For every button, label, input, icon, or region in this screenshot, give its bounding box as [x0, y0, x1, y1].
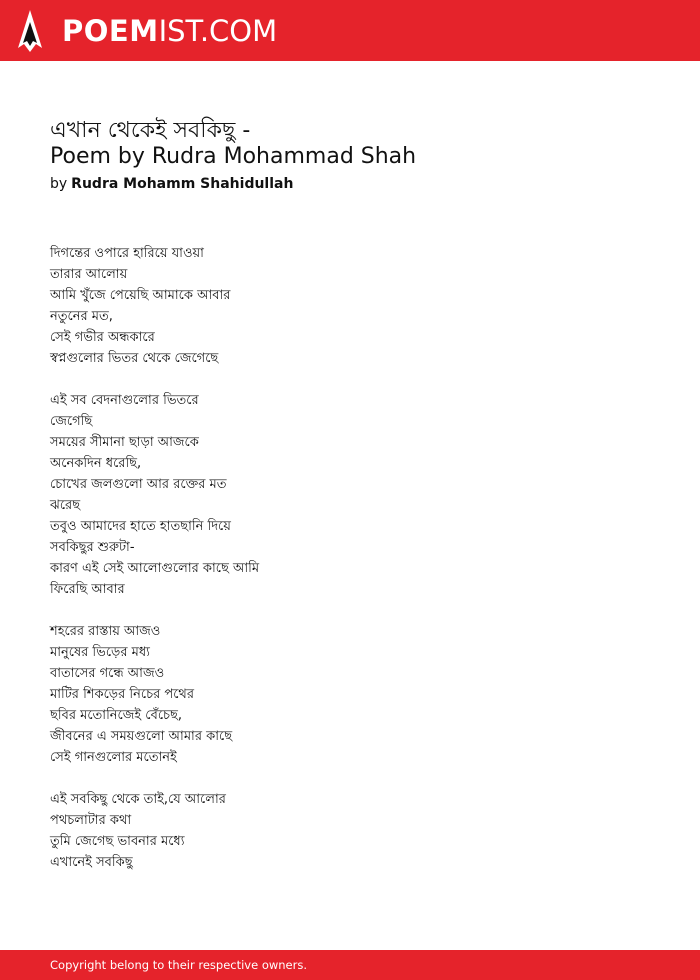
- poem-line: শহরের রাস্তায় আজও: [50, 624, 161, 639]
- poem-line: ঝরেছ: [50, 498, 81, 513]
- poem-line: তারার আলোয়: [50, 267, 128, 282]
- poem-line: ফিরেছি আবার: [50, 582, 125, 597]
- poem-line: স্বপ্নগুলোর ভিতর থেকে জেগেছে: [50, 351, 219, 366]
- poem-stanza: [50, 621, 650, 768]
- poem-line: এই সবকিছু থেকে তাই,যে আলোর: [50, 792, 226, 807]
- poem-line: পথচলাটার কথা: [50, 813, 132, 828]
- poem-body: [50, 243, 650, 873]
- poem-title: [50, 118, 650, 170]
- poem-title-line-2: Poem by Rudra Mohammad Shah: [50, 144, 417, 169]
- author-name: Rudra Mohamm Shahidullah: [71, 176, 294, 192]
- poem-line: আমি খুঁজে পেয়েছি আমাকে আবার: [50, 288, 231, 303]
- byline-prefix: by: [50, 176, 68, 192]
- poem-line: নতুনের মত,: [50, 309, 113, 324]
- poem-line: তুমি জেগেছ ভাবনার মধ্যে: [50, 834, 185, 849]
- pencil-logo-icon[interactable]: [18, 10, 42, 52]
- site-footer: [0, 950, 700, 980]
- poem-line: সেই গভীর অন্ধকারে: [50, 330, 155, 345]
- poem-line: সময়ের সীমানা ছাড়া আজকে: [50, 435, 199, 450]
- poem-line: সেই গানগুলোর মতোনই: [50, 750, 177, 765]
- poem-line: বাতাসের গন্ধে আজও: [50, 666, 165, 681]
- poem-line: জেগেছি: [50, 414, 93, 429]
- poem-line: এখানেই সবকিছু: [50, 855, 133, 870]
- poem-line: কারণ এই সেই আলোগুলোর কাছে আমি: [50, 561, 260, 576]
- poem-line: সবকিছুর শুরুটা-: [50, 540, 135, 555]
- logo-light-text: IST.COM: [158, 14, 278, 48]
- poem-line: মাটির শিকড়ের নিচের পথের: [50, 687, 194, 702]
- site-header: [0, 0, 700, 61]
- poem-line: চোখের জলগুলো আর রক্তের মত: [50, 477, 227, 492]
- poem-line: তবুও আমাদের হাতে হাতছানি দিয়ে: [50, 519, 231, 534]
- poem-line: এই সব বেদনাগুলোর ভিতরে: [50, 393, 199, 408]
- author-byline: [50, 174, 293, 194]
- poem-line: দিগন্তের ওপারে হারিয়ে যাওয়া: [50, 246, 204, 261]
- poem-stanza: [50, 390, 650, 600]
- poem-line: মানুষের ভিড়ের মধ্য: [50, 645, 150, 660]
- site-logo[interactable]: [62, 11, 277, 51]
- logo-bold-text: POEM: [62, 14, 159, 48]
- copyright-notice: Copyright belong to their respective owners.: [50, 958, 308, 972]
- poem-line: ছবির মতোনিজেই বেঁচেছ,: [50, 708, 183, 723]
- poem-title-line-1: এখান থেকেই সবকিছু -: [50, 118, 251, 143]
- poem-stanza: [50, 243, 650, 369]
- poem-line: জীবনের এ সময়গুলো আমার কাছে: [50, 729, 233, 744]
- poem-line: অনেকদিন ধরেছি,: [50, 456, 142, 471]
- poem-stanza: [50, 789, 650, 873]
